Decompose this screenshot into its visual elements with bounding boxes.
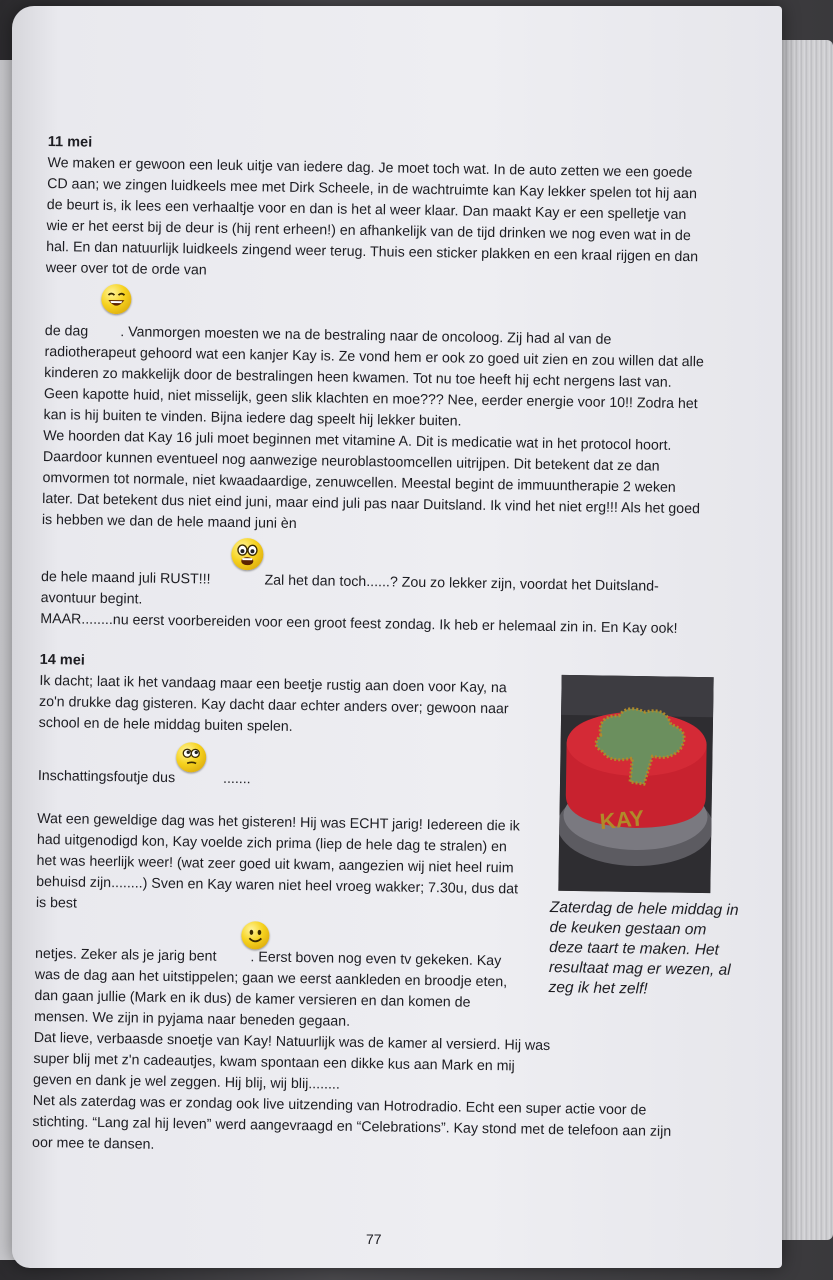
cake-photo — [558, 675, 713, 893]
entry-may11-paragraph-2 — [43, 321, 705, 436]
paragraph-lead-text: de dag — [44, 322, 89, 340]
paragraph-lead-text: de hele maand juli RUST!!! — [40, 568, 211, 588]
entry-heading-may14: 14 mei — [39, 651, 85, 669]
entry-may11-paragraph-3: We hoorden dat Kay 16 juli moet beginnen met vitamine A. Dit is medicatie wat in het protocol hoort. Daardoor kunnen eventueel nog aanwezige neuroblastoomcellen uitrijpen. Dit betekent dat ze dan omvormen tot normale, niet kwaadaardige, zenuwcellen. Meestal begint de immuuntherapie 2 weken later. Dat betekent dus niet eind juni, maar eind juli pas naar Duitsland. Ik vind het niet erg!!! Als het goed is hebben we dan de hele maand juni èn — [41, 427, 701, 532]
paragraph-lead-text: netjes. Zeker als je jarig bent — [34, 945, 217, 965]
paragraph-rest-text: . Vanmorgen moesten we na de bestraling naar de oncoloog. Zij had al van de radiotherapeut gehoord wat een kanjer Kay is. Ze vond hem er ook zo goed uit zien en zou willen dat alle kinderen zo makkelijk door de bestralingen heen kwamen. Tot nu toe heeft hij echt nergens last van. Geen kapotte huid, niet misselijk, geen slik klachten en moe??? Nee, eerder energie voor 10!! Zodra het kan is hij buiten te vinden. Bijna iedere dag speelt hij lekker buiten. — [43, 324, 704, 430]
paragraph-rest-text: ....... — [222, 770, 251, 788]
entry-may11-paragraph-1: We maken er gewoon een leuk uitje van iedere dag. Je moet toch wat. In de auto zetten we een goede CD aan; we zingen luidkeels mee met Dirk Scheele, in de wachtruimte kan Kay lekker spelen tot hij aan de beurt is, ik lees een verhaaltje voor en dan is het al weer klaar. Dan maakt Kay er een spelletje van wie er het eerst bij de deur is (hij rent erheen!) en afhankelijk van de tijd drinken we nog even wat in de hal. En dan natuurlijk luidkeels zingend weer terug. Thuis een sticker plakken en een kraal rijgen en dan weer over tot de orde van — [45, 154, 699, 279]
cake-name-text: KAY — [598, 805, 646, 835]
entry-may11-paragraph-5: MAAR........nu eerst voorbereiden voor een groot feest zondag. Ik heb er helemaal zin in. En Kay ook! — [40, 610, 678, 637]
entry-heading-may11: 11 mei — [47, 133, 93, 151]
book-page — [12, 6, 782, 1268]
cake-illustration — [558, 675, 713, 893]
entry-may14-paragraph-4 — [34, 944, 525, 1036]
surprised-emoji-icon — [231, 538, 263, 570]
entry-may14-paragraph-1: Ik dacht; laat ik het vandaag maar een beetje rustig aan doen voor Kay, na zo'n drukke dag gisteren. Kay dacht daar echter anders over; gewoon naar school en de hele middag buiten spelen. — [38, 672, 509, 735]
laughing-emoji-icon — [101, 284, 131, 314]
entry-may14-paragraph-3: Wat een geweldige dag was het gisteren! Hij was ECHT jarig! Iedereen die ik had uitgenodigd kon, Kay voelde zich prima (liep de hele dag te stralen) en het was heerlijk weer! (wat zeer goed uit kwam, aangezien wij niet heel ruim behuisd zijn........) Sven en Kay waren niet heel vroeg wakker; 7.30u, dus dat is best — [35, 810, 520, 912]
page-stack-edge — [773, 40, 833, 1240]
paragraph-rest-text: Zal het dan toch......? Zou zo lekker zijn, voordat het Duitsland-avontuur begint. — [40, 572, 659, 608]
entry-may14-paragraph-5: Dat lieve, verbaasde snoetje van Kay! Natuurlijk was de kamer al versierd. Hij was super blij met z'n cadeautjes, kwam spontaan een dikke kus aan Mark en mij geven en dank je wel zeggen. Hij blij, wij blij........ — [32, 1029, 551, 1093]
page-number: 77 — [366, 1231, 382, 1247]
photo-caption: Zaterdag de hele middag in de keuken gestaan om deze taart te maken. Het resultaat mag er wezen, al zeg ik het zelf! — [548, 898, 739, 998]
paragraph-rest-text: . Eerst boven nog even tv gekeken. Kay was de dag aan het uitstippelen; gaan we eerst aankleden en broodje eten, dan gaan jullie (Mark en ik dus) de kamer versieren en dan komen de mensen. We zijn in pyjama naar beneden gegaan. — [33, 949, 508, 1030]
entry-may14-paragraph-6: Net als zaterdag was er zondag ook live uitzending van Hotrodradio. Echt een super actie voor de stichting. “Lang zal hij leven” werd aangevraagd en “Celebrations”. Kay stond met de telefoon aan zijn oor mee te dansen. — [31, 1092, 672, 1153]
thinking-emoji-icon — [176, 742, 206, 772]
smiling-emoji-icon — [241, 921, 269, 949]
entry-may14 — [34, 650, 530, 1036]
paragraph-lead-text: Inschattingsfoutje dus — [37, 767, 176, 787]
page-content — [32, 132, 708, 1164]
